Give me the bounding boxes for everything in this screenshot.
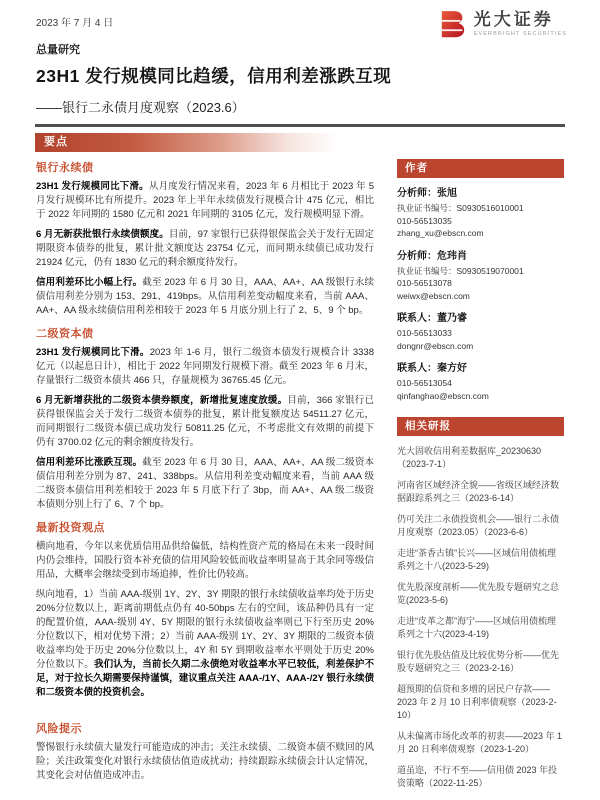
brand-name xyxy=(474,10,567,37)
report-category: 总量研究 xyxy=(36,44,80,56)
author-phone: 010-56513078 xyxy=(397,278,452,288)
paragraph xyxy=(36,540,374,582)
related-report-item: 超预期的信贷和多增的居民户存款——2023 年 2 月 10 日利率债观察（2023-2-10） xyxy=(397,684,557,720)
author-email: zhang_xu@ebscn.com xyxy=(397,228,484,238)
header-divider xyxy=(35,124,565,127)
contact-entry xyxy=(397,362,564,402)
paragraph xyxy=(36,228,374,270)
author-email: weiwx@ebscn.com xyxy=(397,290,470,301)
author-cert: 执业证书编号：S0930516010001 xyxy=(397,203,524,213)
section-heading-tier2-capital-bonds: 二级资本债 xyxy=(36,328,94,340)
paragraph-text: 从月度发行情况来看，2023 年 6 月相比于 2023 年 5 月发行规模环比有所提升。2023 年上半年永续债发行规模合计 475 亿元，相比于 2022 年同期的 1580 亿元和 2021 年同期的 3105 亿元，发行规模明显下滑。 xyxy=(36,181,374,220)
brand-logo xyxy=(439,10,567,47)
paragraph-text: 2023 年 1-6 月，银行二级资本债发行规模合计 3338 亿元（以起息日计），相比于 2022 年同期发行规模下滑。截至 2023 年 6 月末，存量银行二级资本债共 466 只，存量规模为 36765.45 亿元。 xyxy=(36,347,374,386)
everbright-logo-icon xyxy=(439,10,467,47)
contact-phone: 010-56513033 xyxy=(397,328,452,338)
paragraph-lead: 6 月无新获批银行永续债额度。 xyxy=(36,229,169,240)
related-report-item: 光大固收信用利差数据库_20230630（2023-7-1） xyxy=(397,446,542,469)
highlights-banner: 要点 xyxy=(35,133,350,152)
paragraph-lead: 6 月无新增获批的二级资本债券额度，新增批复速度放缓。 xyxy=(36,395,288,406)
author-entry xyxy=(397,187,564,240)
author-role-name: 分析师：张旭 xyxy=(397,188,457,199)
paragraph xyxy=(36,741,374,783)
paragraph xyxy=(36,456,374,512)
report-title: 23H1 发行规模同比趋缓，信用利差涨跌互现 xyxy=(36,66,392,86)
paragraph-text: 纵向地看，1）当前 AAA-级别 1Y、2Y、3Y 期限的银行永续债收益率均处于历史 20%分位数以上，距离前期低点仍有 40-50bps 左右的空间，该品种仍具有一定的配置价值，AAA-级别 4Y、5Y 期限的银行永续债收益率则已下行至历史 20%分位数以下，相对优势下滑；2）当前 AAA-级别 1Y、2Y、3Y 期限的二级资本债收益率均处于历史 20%分位数以上，4Y 和 5Y 到期收益率水平则处于历史 20%分位数以下。 xyxy=(36,589,374,670)
sidebar xyxy=(397,159,564,798)
author-entry xyxy=(397,250,564,303)
paragraph xyxy=(36,394,374,450)
related-report-item: 从未偏离市场化改革的初衷——2023 年 1 月 20 日利率债观察（2023-1-20） xyxy=(397,731,563,754)
author-cert: 执业证书编号：S0930519070001 xyxy=(397,265,524,276)
paragraph-bold-tail: 我们认为，当前长久期二永债绝对收益率水平已较低，利差保护不足，对于拉长久期需要保持谨慎，建议重点关注 AAA-/1Y、AAA-/2Y 银行永续债和二级资本债的投资机会。 xyxy=(36,659,374,698)
paragraph-lead: 信用利差环比小幅上行。 xyxy=(36,277,143,288)
paragraph-text: 目前，97 家银行已获得银保监会关于发行无固定期限资本债券的批复，累计批文额度达 23754 亿元，而同期永续债已成功发行 21924 亿元，仍有 1830 亿元的剩余额度待发行。 xyxy=(36,229,374,268)
related-report-item: 道虽迩，不行不至——信用债 2023 年投资策略（2022-11-25） xyxy=(397,765,558,788)
related-report-item: 走进“皮革之都”海宁——区域信用债梳理系列之十六(2023-4-19) xyxy=(397,616,556,639)
related-report-item: 河南省区域经济全貌——省级区域经济数据跟踪系列之三（2023-6-14） xyxy=(397,480,560,503)
paragraph-lead: 信用利差环比涨跌互现。 xyxy=(36,457,143,468)
section-heading-risk-warning: 风险提示 xyxy=(36,723,82,735)
paragraph xyxy=(36,588,374,700)
author-phone: 010-56513035 xyxy=(397,215,452,226)
paragraph-text: 截至 2023 年 6 月 30 日，AAA、AA+、AA 级二级资本债信用利差分别为 87、241、338bps。从信用利差变动幅度来看，当前 AAA 级二级资本债信用利差相较于 2023 年 5 月底下行了 3bp，而 AA+、AA 级二级资本债则分别上行了 6、7 个 bp。 xyxy=(36,457,374,510)
paragraph xyxy=(36,180,374,222)
report-subtitle: ——银行二永债月度观察（2023.6） xyxy=(36,100,245,115)
paragraph-text: 警惕银行永续债大量发行可能造成的冲击；关注永续债、二级资本债不赎回的风险；关注政策变化对银行永续债估值造成扰动；持续跟踪永续债会计认定情况，其变化会对估值造成冲击。 xyxy=(36,742,374,781)
related-reports-header: 相关研报 xyxy=(397,417,564,436)
paragraph xyxy=(36,346,374,388)
brand-name-en: EVERBRIGHT SECURITIES xyxy=(473,31,567,37)
paragraph-text: 截至 2023 年 6 月 30 日，AAA、AA+、AA 级银行永续债信用利差分别为 153、291、419bps。从信用利差变动幅度来看，当前 AAA、AA+、AA 级永续债信用利差相较于 2023 年 5 月底分别上行了 2、5、9 个 bp。 xyxy=(36,277,374,316)
related-report-item: 仍可关注二永债投资机会——银行二永债月度观察（2023.05）（2023-6-6） xyxy=(397,514,560,537)
contact-entry xyxy=(397,312,564,352)
paragraph xyxy=(36,276,374,318)
contact-role-name: 联系人：董乃睿 xyxy=(397,313,467,324)
paragraph-text: 目前，366 家银行已获得银保监会关于发行二级资本债券的批复，累计批复额度达 54511.27 亿元，而同期银行二级资本债已成功发行 50811.25 亿元，不考虑批文有效期的前提下仍有 3700.02 亿元的剩余额度待发行。 xyxy=(36,395,374,448)
section-heading-latest-investment-view: 最新投资观点 xyxy=(36,522,105,534)
contact-email: dongnr@ebscn.com xyxy=(397,340,474,351)
related-report-item: 走进“茶香古镇”长兴——区域信用债梳理系列之十八(2023-5-29) xyxy=(397,548,556,571)
related-report-item: 优先股深度剖析——优先股专题研究之总览(2023-5-6) xyxy=(397,582,560,605)
paragraph-text: 横向地看，今年以来优质信用品供给偏低，结构性资产荒的格局在未来一段时间内仍会维持，国股行资本补充债的信用风险较低而收益率明显高于其余同等级信用品，大概率会继续受到市场追捧，性价比仍较高。 xyxy=(36,541,374,580)
main-content xyxy=(36,159,374,789)
paragraph-lead: 23H1 发行规模同比下滑。 xyxy=(36,181,149,192)
paragraph-lead: 23H1 发行规模同比下滑。 xyxy=(36,347,150,358)
authors-header: 作者 xyxy=(397,159,564,178)
section-heading-bank-perpetual-bonds: 银行永续债 xyxy=(36,162,94,174)
report-date: 2023 年 7 月 4 日 xyxy=(36,18,114,29)
contact-phone: 010-56513054 xyxy=(397,378,452,388)
contact-role-name: 联系人：秦方好 xyxy=(397,363,467,374)
contact-email: qinfanghao@ebscn.com xyxy=(397,390,489,401)
brand-name-cn: 光大证券 xyxy=(473,10,554,29)
related-report-item: 银行优先股估值及比较优势分析——优先股专题研究之三（2023-2-16） xyxy=(397,650,560,673)
author-role-name: 分析师：危玮肖 xyxy=(397,250,467,262)
